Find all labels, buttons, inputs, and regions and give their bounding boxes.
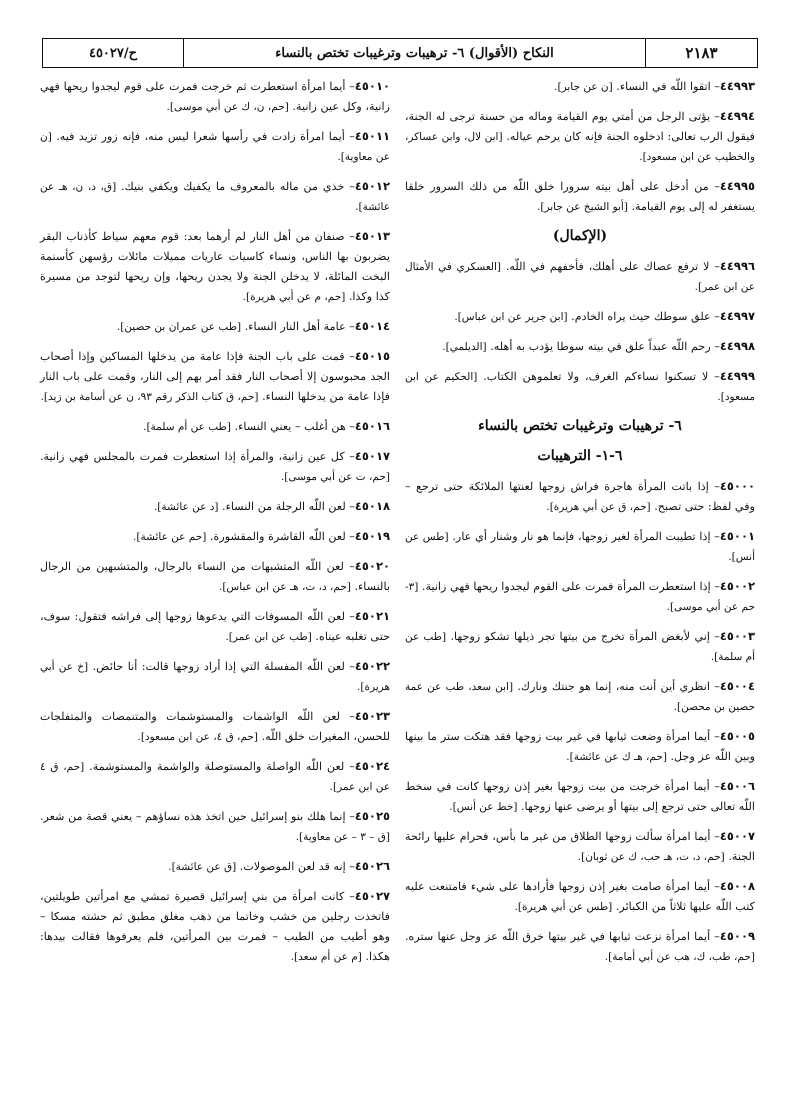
hadith-number: ٤٥٠٠٩: [719, 929, 755, 943]
hadith-text: – هن أغلب – يعني النساء.: [230, 420, 355, 433]
hadith-number: ٤٥٠١٣: [354, 229, 390, 243]
hadith-text: – لعن اللّه الواشمات والمستوشمات والمتنمصات والمتفلجات للحسن، المغيرات خلق اللّه.: [40, 710, 390, 743]
hadith-entry: [40, 556, 390, 597]
hadith-source: [طس عن أنس].: [405, 531, 755, 563]
hadith-source: [حم، م عن أبي هريرة].: [242, 291, 346, 303]
hadith-number: ٤٥٠٢٢: [354, 659, 390, 673]
hadith-source: [طب عن عمران بن حصين].: [116, 321, 242, 333]
hadith-number: ٤٤٩٩٤: [719, 109, 755, 123]
hadith-source: [طب عن أم سلمة].: [405, 631, 755, 663]
hadith-number: ٤٥٠٢٤: [354, 759, 390, 773]
hadith-text: – خذي من ماله بالمعروف ما يكفيك ويكفي بنيك.: [116, 180, 355, 193]
hadith-entry: [40, 316, 390, 337]
hadith-entry: [40, 886, 390, 967]
hadith-number: ٤٥٠٢٦: [354, 859, 390, 873]
hadith-number: ٤٥٠١٠: [354, 79, 390, 93]
hadith-source: [ق عن عائشة].: [168, 861, 237, 873]
hadith-source: [حم عن عائشة].: [133, 531, 207, 543]
hadith-source: [حم، ن، ك عن أبي موسى].: [166, 101, 289, 113]
hadith-text: – لعن اللّه الرجلة من النساء.: [218, 500, 355, 513]
hadith-source: [حم، د، ت، هـ حب، ك عن ثوبان].: [577, 851, 725, 863]
hadith-entry: [405, 306, 755, 327]
hadith-source: [طب عن ابن عمر].: [225, 631, 312, 643]
hadith-entry: [405, 926, 755, 967]
hadith-entry: [40, 806, 390, 847]
hadith-source: [ابن سعد، طب عن عمة حصين بن محصن].: [405, 681, 755, 713]
hadith-entry: [405, 776, 755, 817]
hadith-text: – أيما امرأة صامت بغير إذن زوجها فأرادها على شيء فامتنعت عليه كتب اللّه عليها ثلاثاً من الكبائر.: [405, 880, 755, 913]
hadith-text: – إذا تطيبت المرأة لغير زوجها، فإنما هو نار وشنار أي عار.: [448, 530, 720, 543]
hadith-number: ٤٥٠٠٧: [719, 829, 755, 843]
hadith-number: ٤٥٠٢١: [354, 609, 390, 623]
hadith-number: ٤٥٠٠٥: [719, 729, 755, 743]
hadith-text: – إذا باتت المرأة هاجرة فراش زوجها لعنتها الملائكة حتى ترجع – وفي لفظ: حتى تصبح.: [405, 480, 755, 513]
hadith-source: [العسكري في الأمثال عن ابن عمر].: [405, 261, 755, 293]
hadith-entry: [405, 526, 755, 567]
hadith-source: [ق، د، ن، هـ عن عائشة].: [40, 181, 390, 213]
hadith-source: [ن عن جابر].: [554, 81, 613, 93]
hadith-entry: [40, 526, 390, 547]
hadith-entry: [405, 106, 755, 167]
hadith-number: ٤٥٠٠٨: [719, 879, 755, 893]
hadith-source: [ن عن معاوية].: [40, 131, 390, 163]
hadith-entry: [40, 176, 390, 217]
hadith-source: [حم، ق كتاب الذكر رقم ٩٣، ن عن أسامة بن زيد].: [40, 391, 259, 403]
hadith-text: – كانت امرأة من بني إسرائيل قصيرة تمشي مع امرأتين طويلتين، فاتخذت رجلين من خشب وخاتما من ذهب مغلق مطبق ثم حشته مسكا – وهو أطيب من الطيب – فمرت بين المرأتين، فلم يعرفوها فقالت بيدها: هكذا.: [40, 890, 390, 963]
hadith-source: [طس عن أبي هريرة].: [514, 901, 613, 913]
hadith-entry: [405, 676, 755, 717]
hadith-number: ٤٤٩٩٥: [719, 179, 755, 193]
hadith-entry: [40, 76, 390, 117]
hadith-number: ٤٥٠٠٢: [719, 579, 755, 593]
hadith-text: – لا تسكنوا نساءكم الغرف، ولا تعلموهن الكتاب.: [477, 370, 720, 383]
hadith-number: ٤٥٠٠٦: [719, 779, 755, 793]
hadith-source: [ق – ٣ – عن معاوية].: [295, 831, 390, 843]
hadith-text: – قمت على باب الجنة فإذا عامة من يدخلها المساكين وإذا أصحاب الجد محبوسون إلا أصحاب النار فقد أمر بهم إلى النار، وقمت على باب النار فإذا عامة من يدخلها النساء.: [40, 350, 390, 403]
hadith-entry: [405, 256, 755, 297]
hadith-number: ٤٤٩٩٧: [719, 309, 755, 323]
hadith-number: ٤٥٠٢٠: [354, 559, 390, 573]
hadith-number: ٤٥٠١٢: [354, 179, 390, 193]
hadith-source: [حم، د، ت، هـ عن ابن عباس].: [219, 581, 351, 593]
hadith-text: – أيما امرأة استعطرت ثم خرجت فمرت على قوم ليجدوا ريحها فهي زانية، وكل عين زانية.: [40, 80, 390, 113]
hadith-number: ٤٥٠١٨: [354, 499, 390, 513]
hadith-number: ٤٥٠٠١: [719, 529, 755, 543]
hadith-text: – صنفان من أهل النار لم أرهما بعد: قوم معهم سياط كأذناب البقر يضربون بها الناس، ونساء كاسيات عاريات مميلات مائلات رؤسهن كأسنمة البخت المائلة، لا يدخلن الجنة ولا يجدن ريحها، وإن ريحها لتوجد من مسيرة كذا وكذا.: [40, 230, 390, 303]
hadith-entry: [405, 366, 755, 407]
hadith-text: – أيما امرأة زادت في رأسها شعرا ليس منه، فإنه زور تزيد فيه.: [51, 130, 355, 143]
hadith-entry: [40, 226, 390, 307]
hadith-text: – إنه قد لعن الموصولات.: [236, 860, 355, 873]
hadith-text: – اتقوا اللّه في النساء.: [612, 80, 720, 93]
hadith-number: ٤٥٠٢٧: [354, 889, 390, 903]
hadith-entry: [405, 726, 755, 767]
hadith-text: – أيما امرأة نزعت ثيابها في غير بيتها خرق اللّه عز وجل عنها ستره.: [405, 930, 720, 943]
hadith-number: ٤٥٠١٧: [354, 449, 390, 463]
hadith-number: ٤٥٠١٥: [354, 349, 390, 363]
hadith-text: – علق سوطك حيث يراه الخادم.: [567, 310, 720, 323]
right-column: [405, 76, 755, 976]
hadith-text: – لعن اللّه المسوفات التي يدعوها زوجها إلى فراشه فتقول: سوف، حتى تغلبه عيناه.: [40, 610, 390, 643]
hadith-entry: [405, 176, 755, 217]
hadith-entry: [40, 706, 390, 747]
hadith-number: ٤٥٠٢٣: [354, 709, 390, 723]
hadith-source: [حم، ق ٤ عن ابن عمر].: [40, 761, 390, 793]
hadith-source: [طب عن أم سلمة].: [143, 421, 231, 433]
hadith-range: ح/٤٥٠٢٧: [88, 45, 138, 61]
hadith-entry: [40, 446, 390, 487]
hadith-source: [م عن أم سعد].: [290, 951, 362, 963]
hadith-source: [حم، ق عن أبي هريرة].: [546, 501, 651, 513]
section-heading: (الإكمال): [552, 228, 608, 244]
left-column: [40, 76, 390, 976]
hadith-entry: [40, 496, 390, 517]
hadith-number: ٤٥٠٢٥: [354, 809, 390, 823]
hadith-text: – عامة أهل النار النساء.: [241, 320, 355, 333]
hadith-source: [ابن جرير عن ابن عباس].: [454, 311, 568, 323]
hadith-entry: [40, 606, 390, 647]
hadith-number: ٤٥٠٠٤: [719, 679, 755, 693]
hadith-entry: [40, 756, 390, 797]
hadith-text: – يؤتى الرجل من أمتي يوم القيامة وماله من حسنة ترجى له الجنة، فيقول الرب تعالى: ادخلوه الجنة فإنه كان يرحم عياله.: [405, 110, 755, 143]
hadith-entry: [405, 876, 755, 917]
hadith-text: – أيما امرأة سألت زوجها الطلاق من غير ما بأس، فحرام عليها رائحة الجنة.: [405, 830, 755, 863]
hadith-text: – أيما امرأة خرجت من بيت زوجها بغير إذن زوجها كانت في سخط اللّه تعالى حتى ترجع إلى بيتها أو يرضى عنها زوجها.: [405, 780, 755, 813]
hadith-number: ٤٤٩٩٦: [719, 259, 755, 273]
hadith-source: [د عن عائشة].: [153, 501, 219, 513]
hadith-source: [٣- حم عن أبي موسى].: [405, 581, 755, 613]
hadith-text: – من أدخل على أهل بيته سرورا خلق اللّه من ذلك السرور خلقا يستغفر له إلى يوم القيامة.: [405, 180, 755, 213]
hadith-source: [أبو الشيخ عن جابر].: [537, 201, 628, 213]
hadith-source: [خ عن أبي هريرة].: [40, 661, 390, 693]
hadith-entry: [40, 656, 390, 697]
hadith-number: ٤٥٠١١: [354, 129, 390, 143]
hadith-number: ٤٤٩٩٣: [719, 79, 755, 93]
hadith-entry: [40, 126, 390, 167]
hadith-text: – كل عين زانية، والمرأة إذا استعطرت فمرت بالمجلس فهي زانية.: [40, 450, 355, 463]
hadith-text: – إنما هلك بنو إسرائيل حين اتخذ هذه نساؤهم – يعني قصة من شعر.: [40, 810, 355, 823]
hadith-entry: [405, 576, 755, 617]
hadith-text: – لعن اللّه المتشبهات من النساء بالرجال، والمتشبهين من الرجال بالنساء.: [40, 560, 390, 593]
hadith-source: [حم، هـ ك عن عائشة].: [566, 751, 667, 763]
page-number: ٢١٨٣: [645, 39, 757, 67]
hadith-number: ٤٤٩٩٨: [719, 339, 755, 353]
hadith-number: ٤٥٠٠٣: [719, 629, 756, 643]
section-heading: ٦-١- الترهيبات: [537, 448, 623, 464]
hadith-source: [الديلمي].: [442, 341, 487, 353]
hadith-text: – إني لأبغض المرأة تخرج من بيتها تجر ذيلها تشكو زوجها.: [446, 630, 720, 643]
hadith-number: ٤٥٠١٤: [354, 319, 390, 333]
hadith-text: – لعن اللّه القاشرة والمقشورة.: [206, 530, 355, 543]
hadith-entry: [40, 346, 390, 407]
hadith-source: [ابن لال، وابن عساكر، والخطيب عن ابن مسعود].: [405, 131, 755, 163]
page-header: [42, 38, 758, 68]
hadith-text: – انظري أين أنت منه، إنما هو جنتك ونارك.: [513, 680, 720, 693]
running-title: النكاح (الأقوال) ٦- ترهيبات وترغيبات تختص بالنساء: [183, 39, 645, 67]
hadith-text: – إذا استعطرت المرأة فمرت على القوم ليجدوا ريحها فهي زانية.: [418, 580, 720, 593]
hadith-number: ٤٥٠١٩: [354, 529, 390, 543]
hadith-entry: [40, 416, 390, 437]
hadith-text: – لا ترفع عصاك على أهلك، فأخفهم في اللّه.: [500, 260, 720, 273]
hadith-source: [خط عن أنس].: [449, 801, 518, 813]
hadith-entry: [405, 626, 755, 667]
hadith-text: – أيما امرأة وضعت ثيابها في غير بيت زوجها فقد هتكت ستر ما بينها وبين اللّه عز وجل.: [405, 730, 755, 763]
hadith-number: ٤٥٠١٦: [354, 419, 390, 433]
section-heading: ٦- ترهيبات وترغيبات تختص بالنساء: [478, 418, 682, 434]
hadith-entry: [40, 856, 390, 877]
hadith-source: [حم، ت عن أبي موسى].: [280, 471, 390, 483]
hadith-number: ٤٥٠٠٠: [719, 479, 755, 493]
hadith-entry: [405, 826, 755, 867]
hadith-text: – لعن اللّه المفسلة التي إذا أراد زوجها قالت: أنا حائض.: [88, 660, 355, 673]
hadith-source: [حم، طب، ك، هب عن أبي أمامة].: [604, 951, 755, 963]
hadith-source: [حم، ق ٤، عن ابن مسعود].: [137, 731, 259, 743]
hadith-entry: [405, 336, 755, 357]
hadith-source: [الحكيم عن ابن مسعود].: [405, 371, 755, 403]
hadith-entry: [405, 76, 755, 97]
hadith-text: – رحم اللّه عبداً علق في بيته سوطا يؤدب به أهله.: [486, 340, 720, 353]
hadith-text: – لعن اللّه الواصلة والمستوصلة والواشمة والمستوشمة.: [84, 760, 355, 773]
hadith-entry: [405, 476, 755, 517]
hadith-number: ٤٤٩٩٩: [719, 369, 755, 383]
